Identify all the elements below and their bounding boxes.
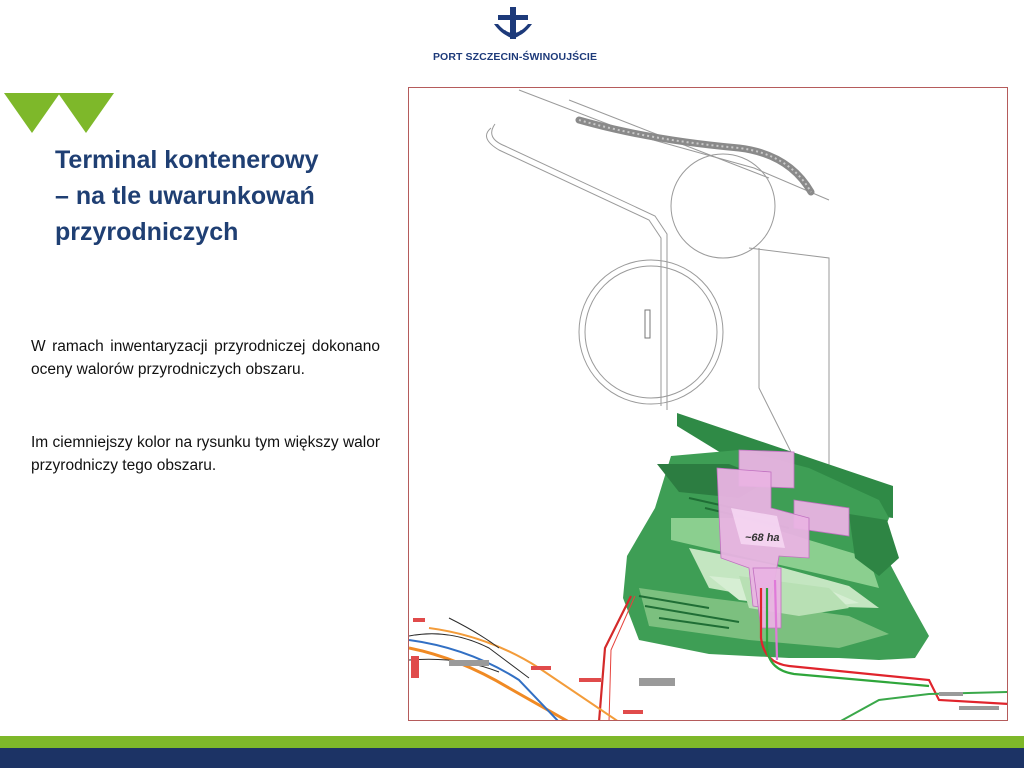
circle-lower <box>579 260 723 404</box>
footer-green-bar <box>0 736 1024 748</box>
circle-lower-inner <box>585 266 717 398</box>
paragraph-1: W ramach inwentaryzacji przyrodniczej dokonano oceny walorów przyrodniczych obszaru. <box>31 338 380 378</box>
decorative-triangles <box>4 93 116 135</box>
port-logo <box>430 4 600 66</box>
anchor-icon <box>492 4 534 46</box>
label-block-1 <box>449 660 489 666</box>
paragraph-2: Im ciemniejszy kolor na rysunku tym większy walor przyrodniczy tego obszaru. <box>31 434 380 474</box>
nature-valuation-map <box>408 87 1008 721</box>
legend-mark-1 <box>531 666 551 670</box>
map-drawing <box>409 88 1008 721</box>
logo-text: PORT SZCZECIN-ŚWINOUJŚCIE <box>432 51 598 63</box>
label-block-4 <box>959 706 999 710</box>
area-label: ~68 ha <box>745 532 780 544</box>
slide-title <box>55 142 385 250</box>
small-building <box>645 310 650 338</box>
outline-top <box>519 90 829 200</box>
triangle-left-icon <box>4 93 60 133</box>
legend-mark-5 <box>411 656 419 678</box>
title-line-3: przyrodniczych <box>55 218 239 246</box>
circle-upper <box>671 154 775 258</box>
triangle-right-icon <box>58 93 114 133</box>
legend-mark-4 <box>413 618 425 622</box>
label-block-2 <box>639 678 675 686</box>
label-block-3 <box>939 692 963 696</box>
legend-mark-3 <box>623 710 643 714</box>
title-line-2: – na tle uwarunkowań <box>55 182 315 210</box>
breakwater <box>579 120 811 192</box>
footer-blue-bar <box>0 748 1024 768</box>
title-line-1: Terminal kontenerowy <box>55 146 319 174</box>
legend-mark-2 <box>579 678 601 682</box>
road-bend <box>487 128 662 406</box>
